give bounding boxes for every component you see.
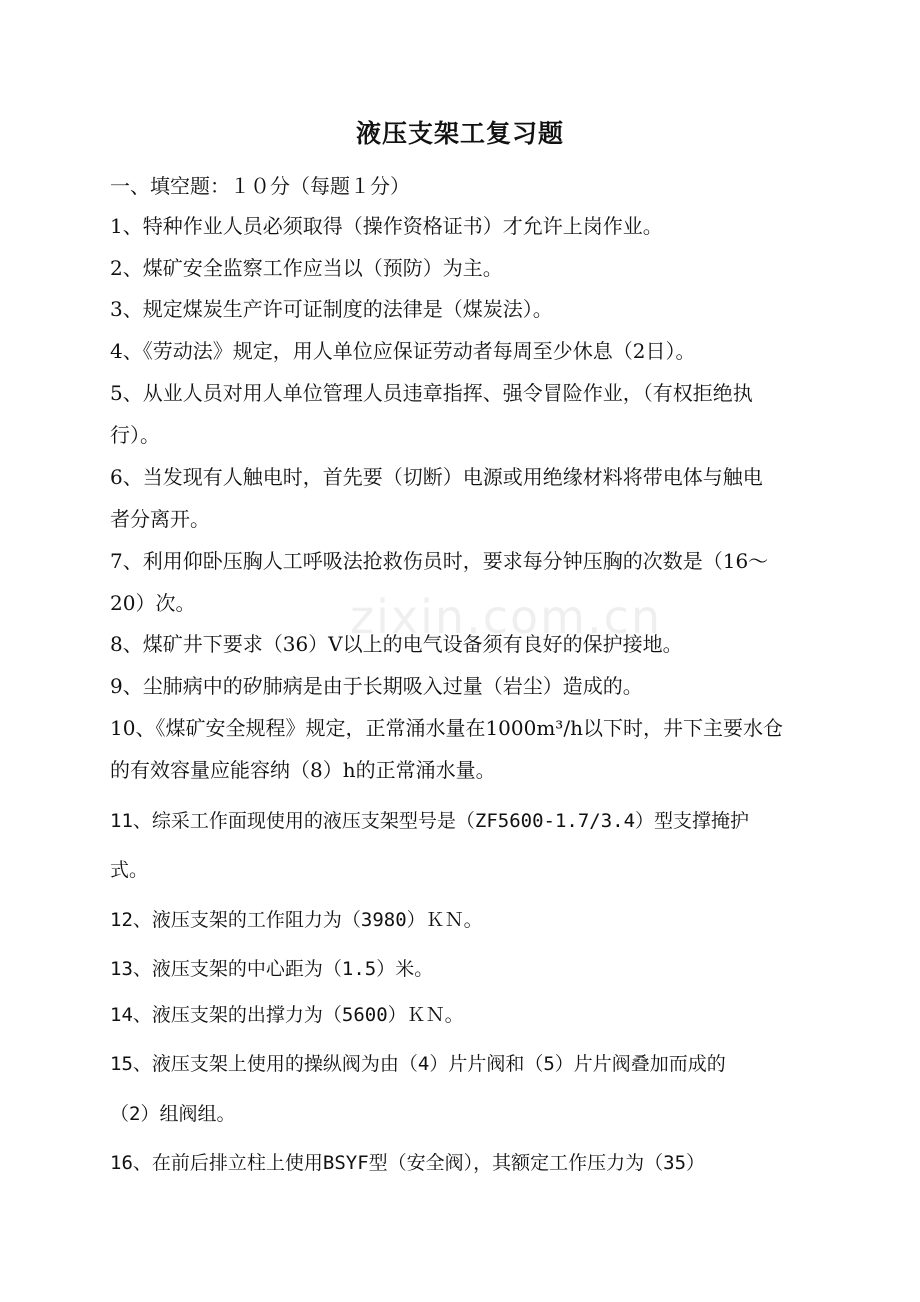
question-line: 2、煤矿安全监察工作应当以（预防）为主。 xyxy=(110,256,503,280)
question-line: 4、《劳动法》规定，用人单位应保证劳动者每周至少休息（2日）。 xyxy=(110,339,696,363)
question-line: 的有效容量应能容纳（8）h的正常涌水量。 xyxy=(110,758,496,782)
question-line: 式。 xyxy=(110,859,149,881)
question-line: 3、规定煤炭生产许可证制度的法律是（煤炭法）。 xyxy=(110,297,553,321)
question-line: 行）。 xyxy=(110,423,160,447)
question-line: 10、《煤矿安全规程》规定，正常涌水量在1000m³/h以下时，井下主要水仓 xyxy=(110,716,783,740)
question-line: 14、液压支架的出撑力为（5600）ＫＮ。 xyxy=(110,1004,464,1026)
question-line: 11、综采工作面现使用的液压支架型号是（ZF5600-1.7/3.4）型支撑掩护 xyxy=(110,810,750,832)
question-line: 9、尘肺病中的矽肺病是由于长期吸入过量（岩尘）造成的。 xyxy=(110,674,643,698)
question-line: 8、煤矿井下要求（36）V以上的电气设备须有良好的保护接地。 xyxy=(110,632,683,656)
question-line: 1、特种作业人员必须取得（操作资格证书）才允许上岗作业。 xyxy=(110,214,663,238)
question-line: 6、当发现有人触电时，首先要（切断）电源或用绝缘材料将带电体与触电 xyxy=(110,465,763,489)
section-heading: 一、填空题：１０分（每题１分） xyxy=(110,174,410,198)
question-line: 12、液压支架的工作阻力为（3980）ＫＮ。 xyxy=(110,909,483,931)
question-line: 15、液压支架上使用的操纵阀为由（4）片片阀和（5）片片阀叠加而成的 xyxy=(110,1053,726,1075)
page-title: 液压支架工复习题 xyxy=(355,119,564,148)
question-line: （2）组阀组。 xyxy=(110,1103,236,1125)
question-line: 13、液压支架的中心距为（1.5）米。 xyxy=(110,958,434,980)
watermark: zixin.com.cn xyxy=(350,590,663,644)
question-line: 5、从业人员对用人单位管理人员违章指挥、强令冒险作业，（有权拒绝执 xyxy=(110,381,753,405)
question-line: 者分离开。 xyxy=(110,507,210,531)
question-line: 16、在前后排立柱上使用BSYF型（安全阀），其额定工作压力为（35） xyxy=(110,1152,706,1174)
question-line: 20）次。 xyxy=(110,591,196,615)
question-line: 7、利用仰卧压胸人工呼吸法抢救伤员时，要求每分钟压胸的次数是（16～ xyxy=(110,549,769,573)
